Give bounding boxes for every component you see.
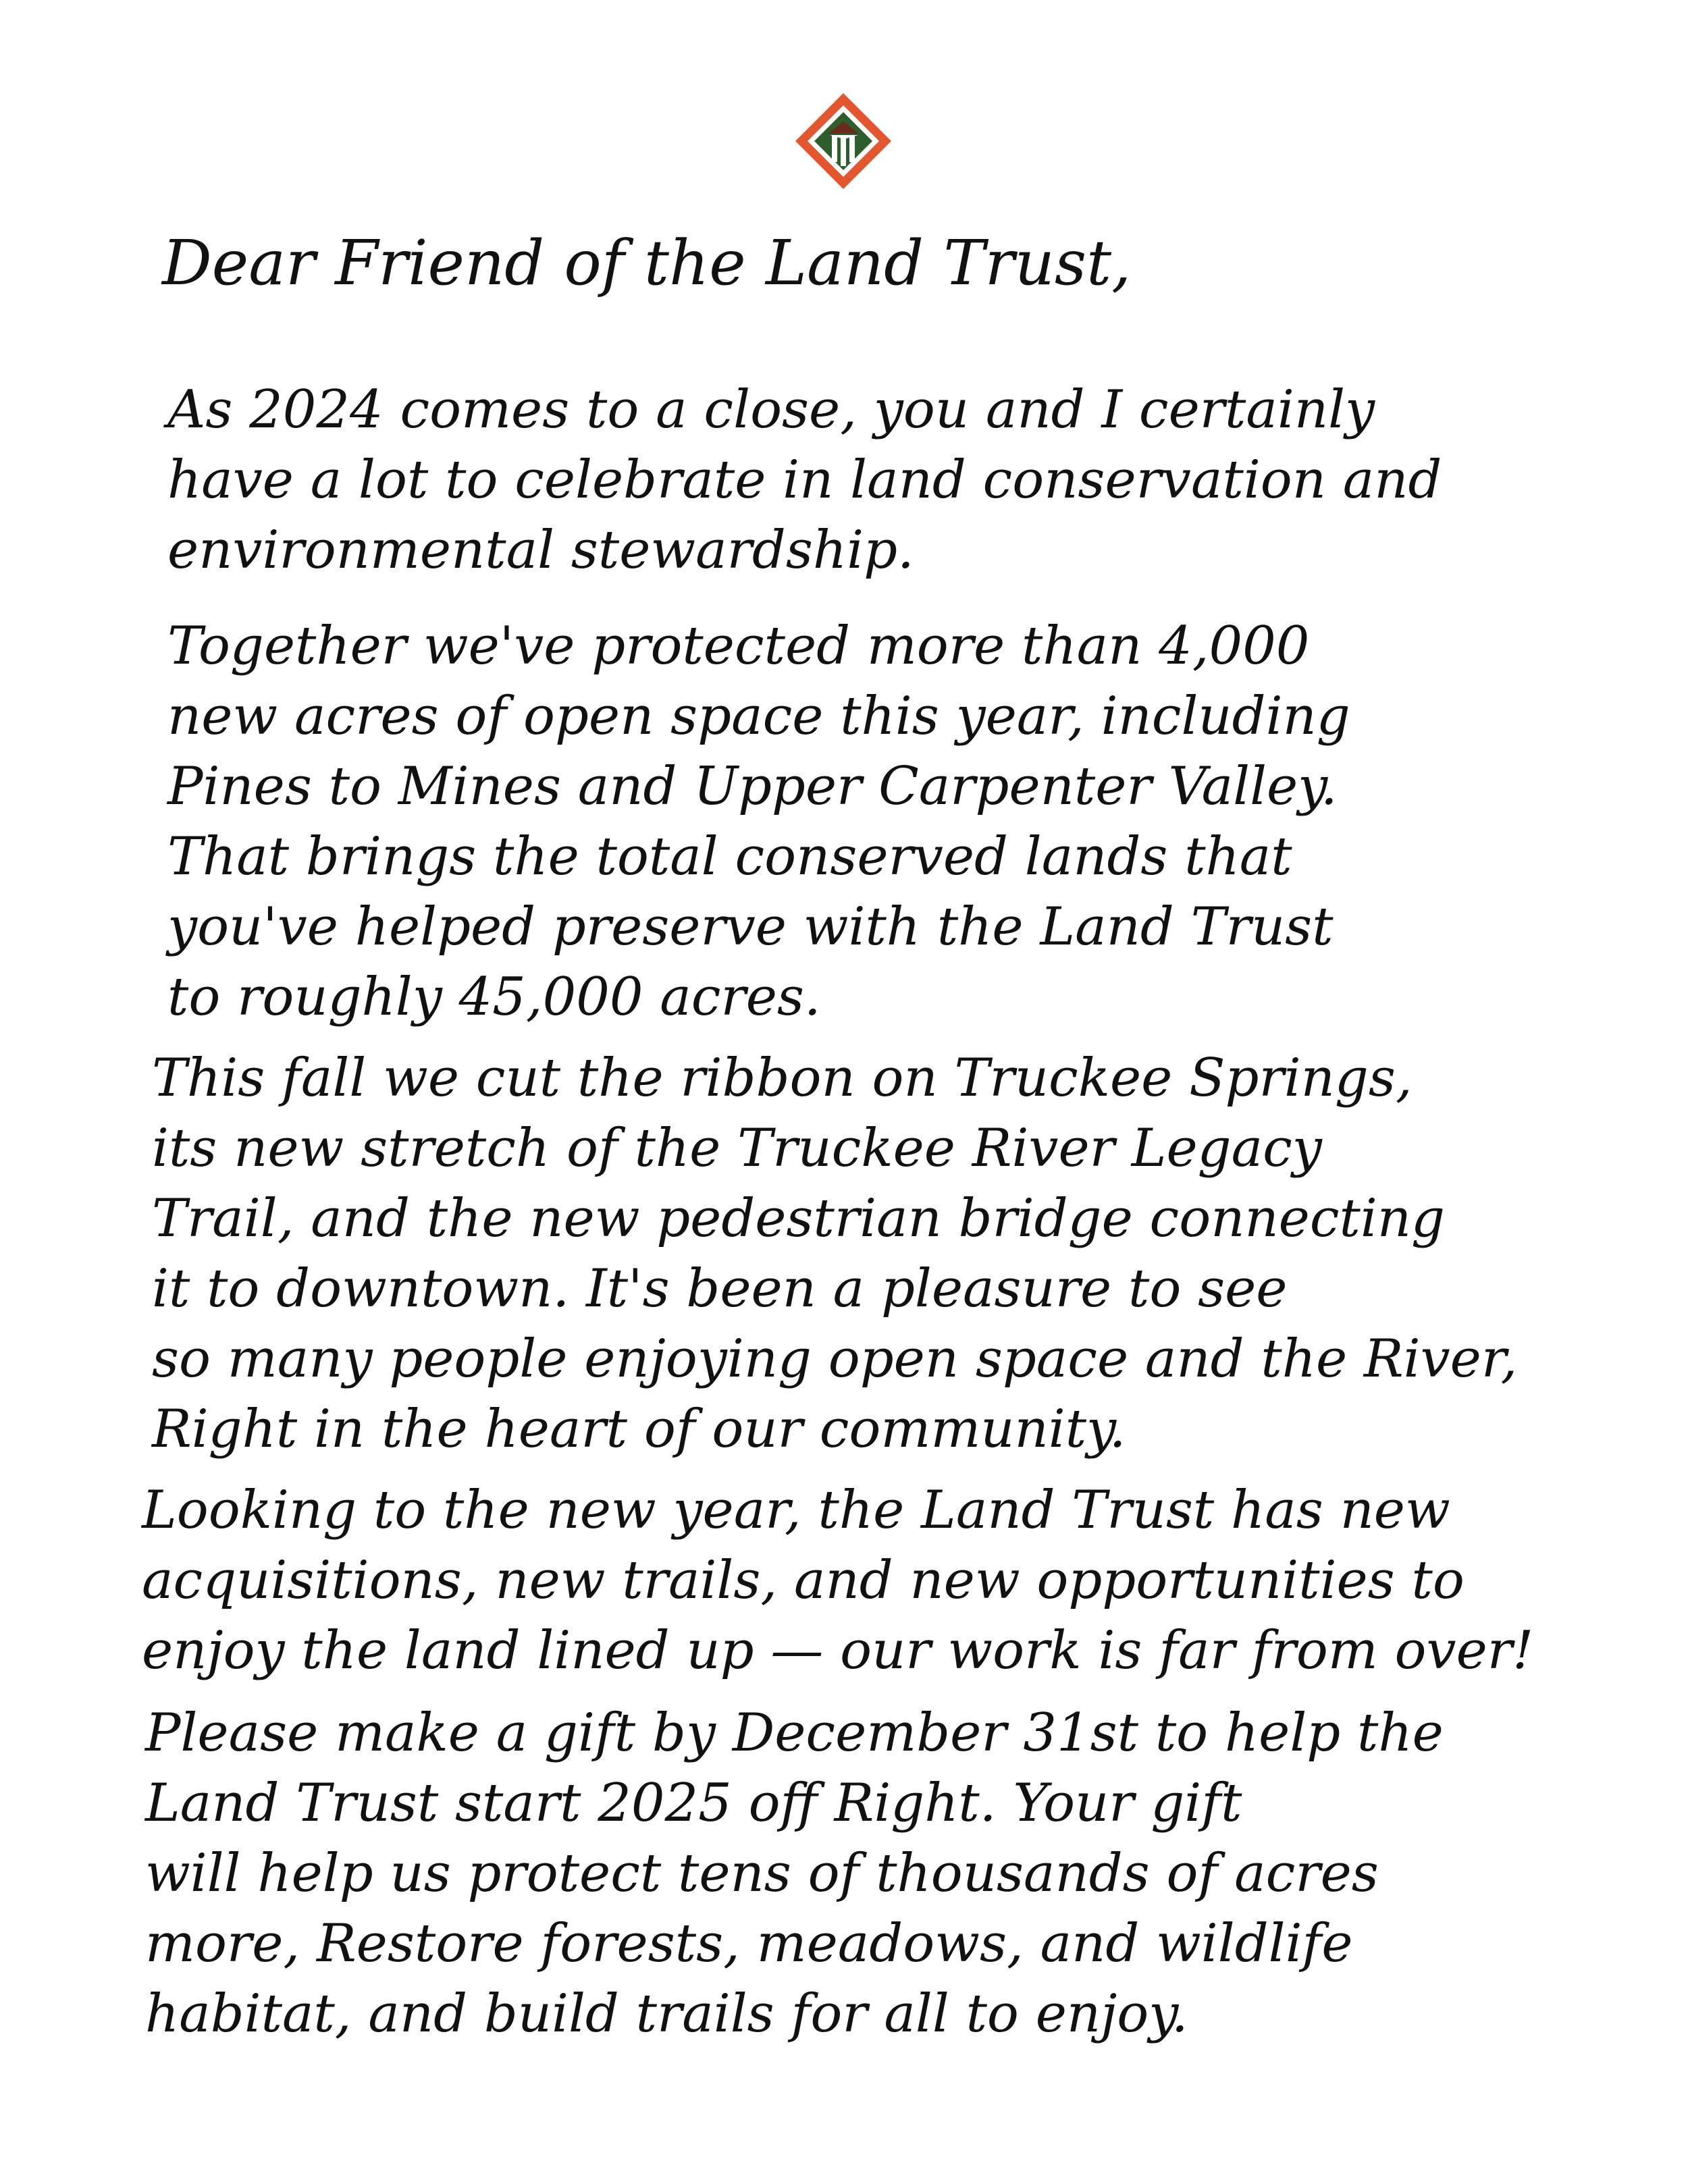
paragraph-line: Land Trust start 2025 off Right. Your gift — [145, 1773, 1242, 1834]
paragraph-line: Together we've protected more than 4,000 — [167, 616, 1310, 676]
paragraph-line: you've helped preserve with the Land Trust — [167, 897, 1334, 957]
paragraph-line: it to downtown. It's been a pleasure to see — [152, 1258, 1288, 1319]
paragraph-acres-protected — [167, 611, 1350, 1032]
paragraph-line: will help us protect tens of thousands of acres — [145, 1843, 1379, 1904]
paragraph-line: That brings the total conserved lands that — [167, 826, 1292, 887]
paragraph-line: This fall we cut the ribbon on Truckee Springs, — [152, 1048, 1413, 1109]
paragraph-line: so many people enjoying open space and the River, — [152, 1329, 1518, 1389]
paragraph-line: its new stretch of the Truckee River Legacy — [152, 1118, 1322, 1179]
paragraph-line: enjoy the land lined up — our work is far from over! — [142, 1620, 1534, 1681]
paragraph-line: more, Restore forests, meadows, and wildlife — [145, 1913, 1353, 1974]
land-trust-logo — [793, 90, 894, 192]
paragraph-line: Pines to Mines and Upper Carpenter Valley. — [167, 756, 1338, 817]
paragraph-truckee-springs — [152, 1043, 1517, 1464]
paragraph-new-year — [142, 1475, 1533, 1686]
paragraph-line: to roughly 45,000 acres. — [167, 967, 821, 1028]
paragraph-line: have a lot to celebrate in land conservation and — [167, 450, 1442, 510]
paragraph-line: Trail, and the new pedestrian bridge connecting — [152, 1188, 1445, 1249]
paragraph-line: new acres of open space this year, including — [167, 686, 1350, 747]
paragraph-line: acquisitions, new trails, and new opportunities to — [142, 1550, 1465, 1611]
paragraph-gift-appeal — [145, 1698, 1444, 2049]
paragraph-line: As 2024 comes to a close, you and I certainly — [167, 379, 1375, 440]
salutation: Dear Friend of the Land Trust, — [162, 227, 1132, 299]
paragraph-line: environmental stewardship. — [167, 520, 914, 581]
paragraph-line: Please make a gift by December 31st to help the — [145, 1703, 1444, 1763]
paragraph-line: habitat, and build trails for all to enjoy. — [145, 1983, 1188, 2044]
paragraph-line: Looking to the new year, the Land Trust has new — [142, 1480, 1450, 1541]
paragraph-year-end — [167, 375, 1442, 585]
paragraph-line: Right in the heart of our community. — [152, 1399, 1126, 1460]
